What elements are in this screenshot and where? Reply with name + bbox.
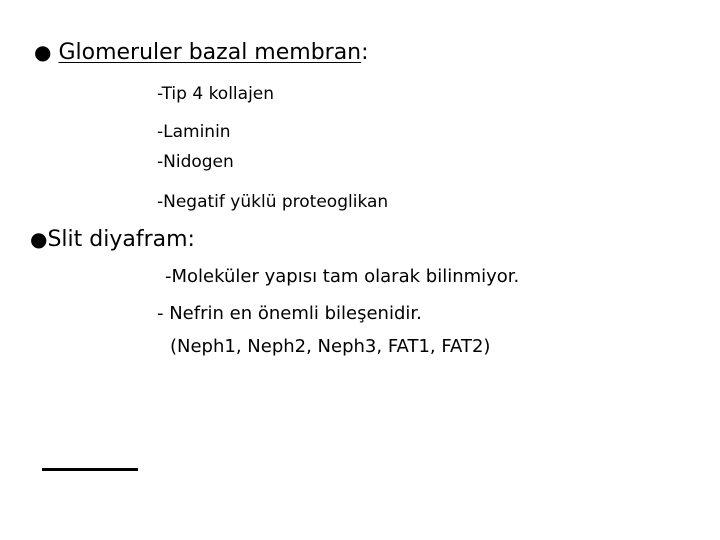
bullet-icon: ●	[34, 40, 52, 64]
list-item-laminin: -Laminin	[157, 122, 231, 142]
heading-title: Slit diyafram:	[47, 227, 195, 252]
list-item-negatif-yuklu-proteoglikan: -Negatif yüklü proteoglikan	[157, 192, 389, 212]
heading-title: Glomeruler bazal membran	[58, 40, 362, 65]
list-item-tip-4-kollajen: -Tip 4 kollajen	[157, 84, 275, 104]
heading-glomeruler-bazal-membran	[34, 42, 369, 64]
list-item-molekuler-yapisi: -Moleküler yapısı tam olarak bilinmiyor.	[165, 266, 520, 287]
bullet-icon: ●	[30, 227, 48, 251]
list-item-nefrin: - Nefrin en önemli bileşenidir.	[157, 303, 422, 324]
list-item-neph-fat-list: (Neph1, Neph2, Neph3, FAT1, FAT2)	[170, 336, 491, 357]
heading-colon: :	[361, 40, 369, 65]
list-item-nidogen: -Nidogen	[157, 152, 234, 172]
heading-slit-diyafram	[30, 229, 195, 251]
footnote-divider	[42, 468, 138, 471]
